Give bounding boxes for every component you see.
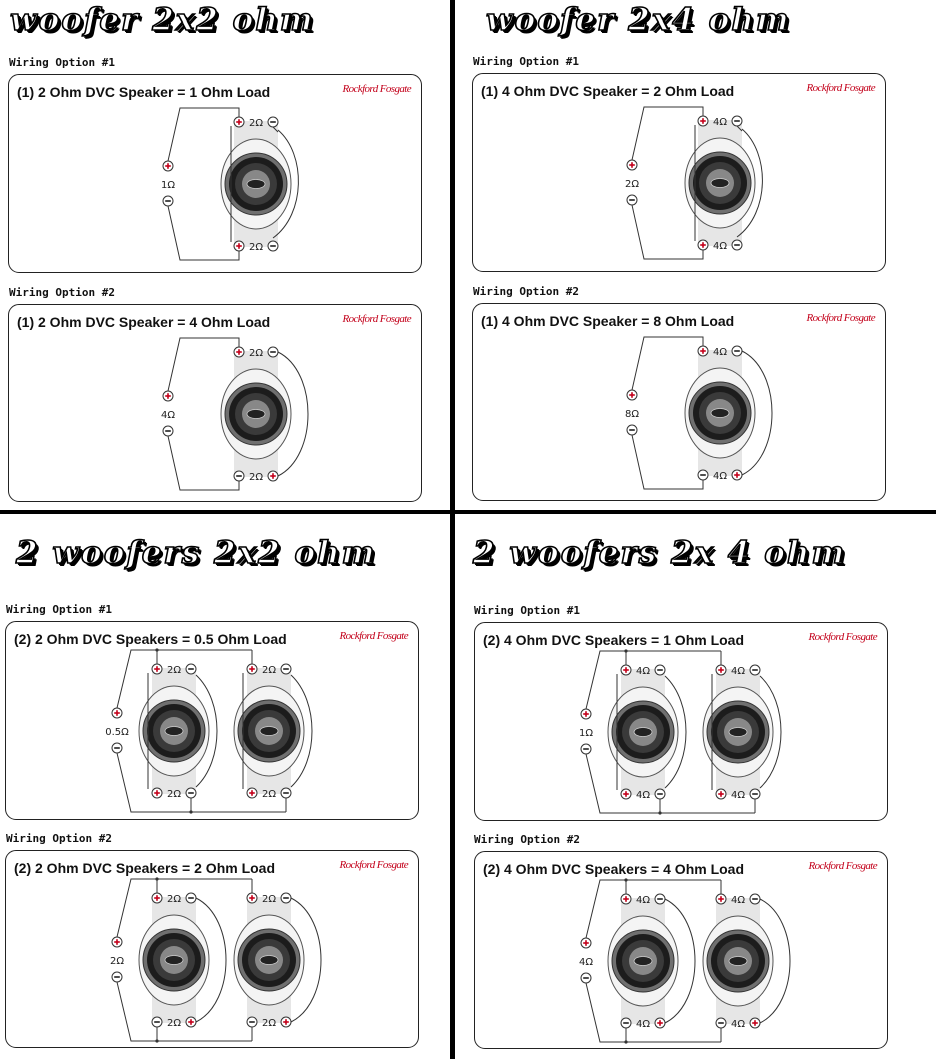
speaker-icon	[234, 668, 304, 794]
diagram-title: (1) 4 Ohm DVC Speaker = 2 Ohm Load	[481, 83, 735, 99]
brand-logo: Rockford Fosgate	[342, 313, 411, 325]
junction-dot	[624, 649, 627, 652]
brand-logo: Rockford Fosgate	[806, 82, 875, 94]
wire	[632, 107, 703, 160]
coil-impedance-label: 4Ω	[712, 241, 728, 252]
wiring-diagram-panel	[8, 74, 422, 273]
positive-terminal-icon	[621, 665, 631, 675]
wire	[168, 108, 239, 161]
brand-logo: Rockford Fosgate	[806, 312, 875, 324]
coil-impedance-label: 2Ω	[166, 894, 182, 905]
positive-terminal-icon	[247, 664, 257, 674]
wiring-diagram	[9, 75, 423, 274]
wiring-diagram-panel	[8, 304, 422, 502]
wiring-diagram-panel	[472, 73, 886, 272]
speaker-icon	[139, 668, 209, 794]
amp-load-label: 4Ω	[578, 957, 594, 968]
positive-terminal-icon	[732, 470, 742, 480]
positive-terminal-icon	[750, 1018, 760, 1028]
junction-dot	[155, 648, 158, 651]
diagram-title: (2) 4 Ohm DVC Speakers = 4 Ohm Load	[483, 861, 745, 877]
negative-terminal-icon	[750, 894, 760, 904]
amp-load-label: 2Ω	[624, 179, 640, 190]
speaker-icon	[234, 897, 304, 1023]
quadrant-title: 2 woofers 2x2 ohm	[16, 535, 377, 571]
quadrant-title: 2 woofers 2x 4 ohm	[473, 535, 847, 571]
positive-terminal-icon	[627, 160, 637, 170]
negative-terminal-icon	[732, 240, 742, 250]
positive-terminal-icon	[268, 471, 278, 481]
positive-terminal-icon	[581, 938, 591, 948]
wiring-diagram	[475, 852, 889, 1050]
coil-impedance-label: 2Ω	[166, 1018, 182, 1029]
coil-impedance-label: 4Ω	[730, 895, 746, 906]
junction-dot	[155, 1039, 158, 1042]
negative-terminal-icon	[112, 972, 122, 982]
negative-terminal-icon	[621, 1018, 631, 1028]
positive-terminal-icon	[163, 391, 173, 401]
negative-terminal-icon	[186, 893, 196, 903]
wiring-diagram	[475, 623, 889, 822]
amp-load-label: 1Ω	[578, 728, 594, 739]
wiring-diagram-panel	[5, 621, 419, 820]
coil-impedance-label: 2Ω	[261, 894, 277, 905]
coil-impedance-label: 4Ω	[712, 471, 728, 482]
negative-terminal-icon	[732, 116, 742, 126]
vertical-divider	[450, 0, 455, 1059]
negative-terminal-icon	[732, 346, 742, 356]
positive-terminal-icon	[152, 893, 162, 903]
wiring-option-label: Wiring Option #1	[474, 604, 580, 617]
speaker-icon	[703, 898, 773, 1024]
negative-terminal-icon	[627, 425, 637, 435]
coil-impedance-label: 2Ω	[261, 665, 277, 676]
speaker-icon	[608, 898, 678, 1024]
positive-terminal-icon	[234, 241, 244, 251]
negative-terminal-icon	[268, 347, 278, 357]
wiring-diagram-panel	[5, 850, 419, 1048]
positive-terminal-icon	[627, 390, 637, 400]
negative-terminal-icon	[581, 973, 591, 983]
coil-impedance-label: 4Ω	[712, 347, 728, 358]
amp-load-label: 4Ω	[160, 410, 176, 421]
coil-impedance-label: 2Ω	[248, 348, 264, 359]
speaker-icon	[703, 669, 773, 795]
negative-terminal-icon	[655, 789, 665, 799]
amp-load-label: 8Ω	[624, 409, 640, 420]
junction-dot	[155, 877, 158, 880]
wiring-diagram	[473, 304, 887, 502]
wiring-diagram-panel	[474, 851, 888, 1049]
speaker-icon	[221, 351, 291, 477]
brand-logo: Rockford Fosgate	[808, 631, 877, 643]
coil-impedance-label: 4Ω	[635, 666, 651, 677]
positive-terminal-icon	[621, 894, 631, 904]
quadrant-title: woofer 2x2 ohm	[10, 2, 315, 38]
positive-terminal-icon	[716, 789, 726, 799]
amp-load-label: 2Ω	[109, 956, 125, 967]
positive-terminal-icon	[186, 1017, 196, 1027]
junction-dot	[189, 810, 192, 813]
negative-terminal-icon	[627, 195, 637, 205]
negative-terminal-icon	[112, 743, 122, 753]
coil-impedance-label: 4Ω	[635, 790, 651, 801]
horizontal-divider	[0, 510, 936, 514]
diagram-title: (1) 2 Ohm DVC Speaker = 1 Ohm Load	[17, 84, 271, 100]
positive-terminal-icon	[112, 708, 122, 718]
wiring-option-label: Wiring Option #2	[6, 832, 112, 845]
wiring-option-label: Wiring Option #2	[474, 833, 580, 846]
positive-terminal-icon	[152, 664, 162, 674]
negative-terminal-icon	[163, 426, 173, 436]
negative-terminal-icon	[750, 789, 760, 799]
coil-impedance-label: 4Ω	[730, 790, 746, 801]
coil-impedance-label: 2Ω	[261, 1018, 277, 1029]
negative-terminal-icon	[186, 664, 196, 674]
positive-terminal-icon	[247, 893, 257, 903]
positive-terminal-icon	[698, 240, 708, 250]
negative-terminal-icon	[281, 893, 291, 903]
junction-dot	[624, 878, 627, 881]
positive-terminal-icon	[716, 894, 726, 904]
negative-terminal-icon	[163, 196, 173, 206]
positive-terminal-icon	[247, 788, 257, 798]
amp-load-label: 1Ω	[160, 180, 176, 191]
positive-terminal-icon	[621, 789, 631, 799]
coil-impedance-label: 4Ω	[635, 895, 651, 906]
wire	[168, 338, 239, 391]
quadrant-title: woofer 2x4 ohm	[486, 2, 791, 38]
wiring-option-label: Wiring Option #1	[9, 56, 115, 69]
coil-impedance-label: 2Ω	[261, 789, 277, 800]
positive-terminal-icon	[163, 161, 173, 171]
positive-terminal-icon	[698, 116, 708, 126]
positive-terminal-icon	[152, 788, 162, 798]
coil-impedance-label: 2Ω	[166, 665, 182, 676]
positive-terminal-icon	[234, 347, 244, 357]
coil-impedance-label: 2Ω	[166, 789, 182, 800]
negative-terminal-icon	[698, 470, 708, 480]
negative-terminal-icon	[186, 788, 196, 798]
positive-terminal-icon	[234, 117, 244, 127]
wiring-diagram	[6, 622, 420, 821]
negative-terminal-icon	[655, 665, 665, 675]
wiring-diagram-panel	[474, 622, 888, 821]
speaker-icon	[685, 350, 755, 476]
wire	[632, 435, 703, 489]
brand-logo: Rockford Fosgate	[339, 859, 408, 871]
wiring-option-label: Wiring Option #2	[473, 285, 579, 298]
coil-impedance-label: 2Ω	[248, 242, 264, 253]
negative-terminal-icon	[234, 471, 244, 481]
negative-terminal-icon	[655, 894, 665, 904]
coil-impedance-label: 4Ω	[712, 117, 728, 128]
diagram-title: (1) 4 Ohm DVC Speaker = 8 Ohm Load	[481, 313, 735, 329]
positive-terminal-icon	[281, 1017, 291, 1027]
positive-terminal-icon	[698, 346, 708, 356]
diagram-title: (2) 2 Ohm DVC Speakers = 2 Ohm Load	[14, 860, 276, 876]
wire	[632, 337, 703, 390]
speaker-icon	[608, 669, 678, 795]
wire	[168, 436, 239, 490]
negative-terminal-icon	[750, 665, 760, 675]
positive-terminal-icon	[716, 665, 726, 675]
positive-terminal-icon	[655, 1018, 665, 1028]
junction-dot	[624, 1040, 627, 1043]
wire	[632, 205, 703, 259]
negative-terminal-icon	[152, 1017, 162, 1027]
coil-impedance-label: 4Ω	[635, 1019, 651, 1030]
wiring-diagram	[473, 74, 887, 273]
diagram-title: (2) 2 Ohm DVC Speakers = 0.5 Ohm Load	[14, 631, 287, 647]
brand-logo: Rockford Fosgate	[339, 630, 408, 642]
negative-terminal-icon	[268, 117, 278, 127]
wiring-option-label: Wiring Option #2	[9, 286, 115, 299]
wiring-diagram-panel	[472, 303, 886, 501]
diagram-title: (1) 2 Ohm DVC Speaker = 4 Ohm Load	[17, 314, 271, 330]
wiring-option-label: Wiring Option #1	[473, 55, 579, 68]
speaker-icon	[139, 897, 209, 1023]
negative-terminal-icon	[281, 664, 291, 674]
junction-dot	[658, 811, 661, 814]
amp-load-label: 0.5Ω	[105, 727, 129, 738]
negative-terminal-icon	[281, 788, 291, 798]
brand-logo: Rockford Fosgate	[342, 83, 411, 95]
negative-terminal-icon	[247, 1017, 257, 1027]
brand-logo: Rockford Fosgate	[808, 860, 877, 872]
wire	[168, 206, 239, 260]
coil-impedance-label: 2Ω	[248, 472, 264, 483]
negative-terminal-icon	[268, 241, 278, 251]
wiring-diagram	[6, 851, 420, 1049]
wiring-diagram	[9, 305, 423, 503]
coil-impedance-label: 2Ω	[248, 118, 264, 129]
diagram-title: (2) 4 Ohm DVC Speakers = 1 Ohm Load	[483, 632, 745, 648]
positive-terminal-icon	[581, 709, 591, 719]
negative-terminal-icon	[581, 744, 591, 754]
negative-terminal-icon	[716, 1018, 726, 1028]
coil-impedance-label: 4Ω	[730, 666, 746, 677]
coil-impedance-label: 4Ω	[730, 1019, 746, 1030]
wiring-option-label: Wiring Option #1	[6, 603, 112, 616]
positive-terminal-icon	[112, 937, 122, 947]
